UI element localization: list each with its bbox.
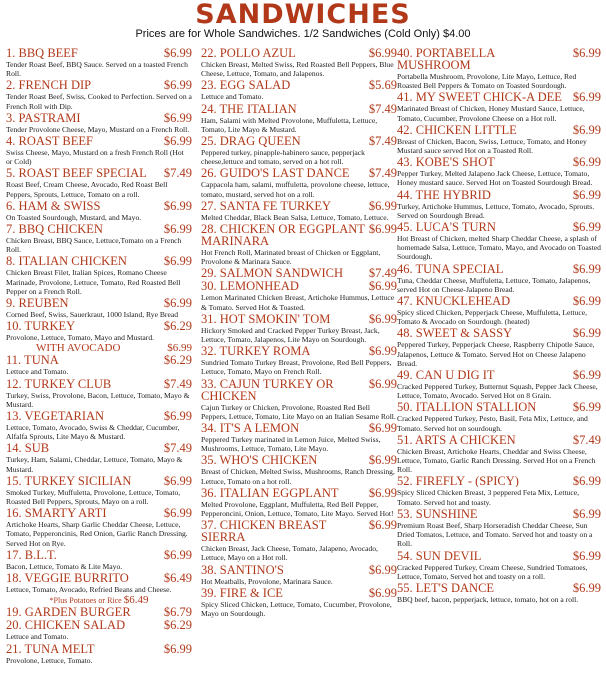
- menu-item-name: 55. LET'S DANCE: [397, 581, 495, 594]
- menu-item-description: Lettuce and Tomato.: [6, 632, 69, 642]
- menu-item-name: 49. CAN U DIG IT: [397, 369, 495, 382]
- menu-item-name: 50. ITALLION STALLION: [397, 401, 537, 414]
- avocado-option-label: WITH AVOCADO: [36, 343, 121, 355]
- menu-item: [6, 354, 192, 376]
- menu-item-price: $6.99: [163, 222, 192, 237]
- menu-item-name: 38. SANTINO'S: [201, 563, 284, 576]
- menu-item-name: 33. CAJUN TURKEY OR CHICKEN: [201, 377, 334, 402]
- menu-item-price: $6.99: [368, 279, 397, 294]
- menu-item-name: 24. THE ITALIAN: [201, 102, 297, 115]
- menu-item-name: 26. GUIDO'S LAST DANCE: [201, 167, 350, 180]
- menu-item: [201, 313, 397, 344]
- menu-item-name: 2. FRENCH DIP: [6, 79, 92, 92]
- menu-item-price: $6.99: [163, 78, 192, 93]
- menu-item: [397, 189, 601, 220]
- menu-item-description: Spicy sliced Chicken, Pepperjack Cheese, Muffuletta, Lettuce, Tomato & Avocado on Sourdough. (heated): [397, 308, 588, 327]
- menu-item-name: 20. CHICKEN SALAD: [6, 619, 126, 632]
- menu-item-header: [201, 280, 397, 292]
- menu-note-text: *Plus Potatoes or Rice: [49, 596, 124, 606]
- menu-item-description: BBQ beef, bacon, pepperjack, lettuce, tomato, hot on a roll.: [397, 594, 579, 604]
- menu-item-description: Turkey, Artichoke Hummus, Lettuce, Tomato, Avocado, Sprouts. Served on Sourdough Bread.: [397, 201, 595, 220]
- menu-item-header: [6, 442, 192, 454]
- menu-column-2: [201, 47, 397, 699]
- menu-item: [6, 112, 192, 134]
- menu-item-header: [397, 156, 601, 168]
- menu-item-price: $6.29: [163, 353, 192, 368]
- menu-item-name: 43. KOBE'S SHOT: [397, 156, 495, 169]
- menu-item: [6, 135, 192, 166]
- menu-item-name: 30. LEMONHEAD: [201, 280, 299, 293]
- menu-item-name: 8. ITALIAN CHICKEN: [6, 255, 127, 268]
- menu-item-price: $6.99: [368, 222, 397, 237]
- menu-item-description: Marinated Breast of Chicken, Honey Mustard Sauce, Lettuce, Tomato, Cucumber, Provolone Cheese on a Hot roll.: [397, 104, 585, 123]
- menu-item: [397, 550, 601, 581]
- menu-item-price: $6.99: [163, 110, 192, 125]
- menu-item-name: 19. GARDEN BURGER: [6, 606, 131, 619]
- menu-item-description: Lettuce, Tomato, Avocado, Refried Beans and Cheese.: [6, 585, 172, 595]
- menu-item-name: 28. CHICKEN OR EGGPLANT MARINARA: [201, 223, 365, 248]
- menu-header: [0, 0, 606, 44]
- menu-item-name: 39. FIRE & ICE: [201, 586, 283, 599]
- menu-item-header: [201, 167, 397, 179]
- menu-item-price: $7.49: [163, 441, 192, 456]
- menu-item: [6, 320, 192, 342]
- menu-item-description: Cracked Peppered Turkey, Pesto, Basil, Feta Mix, Lettuce, and Tomato. Served hot on sourdough.: [397, 414, 588, 433]
- menu-item-description: Pepper Turkey, Melted Jalapeno Jack Cheese, Lettuce, Tomato, Honey mustard sauce. Served Hot on Toasted Sourdough Bread.: [397, 169, 593, 188]
- menu-item-name: 15. TURKEY SICILIAN: [6, 474, 132, 487]
- menu-item: [6, 200, 192, 222]
- menu-item-description: Cracked Peppered Turkey, Cream Cheese, Sundried Tomatoes, Lettuce, Tomato, Served hot and toasty on a roll.: [397, 562, 588, 581]
- menu-item-header: [6, 475, 192, 487]
- menu-item-description: Roast Beef, Cream Cheese, Avocado, Red Roast Bell Peppers, Sprouts, Lettuce, Tomato on a roll.: [6, 180, 168, 199]
- menu-item-header: [201, 200, 397, 212]
- menu-item: [201, 454, 397, 485]
- menu-item: [6, 410, 192, 441]
- menu-item-description: Hickory Smoked and Cracked Pepper Turkey Breast, Jack, Lettuce, Tomato, Jalapenos, Lite Mayo on Sourdough.: [201, 325, 380, 345]
- menu-item-name: 11. TUNA: [6, 354, 59, 367]
- menu-item-name: 48. SWEET & SASSY: [397, 327, 513, 340]
- menu-item-price: $6.99: [163, 506, 192, 521]
- menu-item-header: [201, 103, 397, 115]
- menu-item-name: 18. VEGGIE BURRITO: [6, 572, 129, 585]
- menu-item-header: [397, 189, 601, 201]
- menu-item-name: 53. SUNSHINE: [397, 507, 478, 520]
- menu-item: [397, 91, 601, 122]
- menu-item-price: $6.99: [368, 198, 397, 213]
- menu-item: [201, 378, 397, 421]
- menu-item-name: 23. EGG SALAD: [201, 79, 291, 92]
- menu-item-price: $6.99: [163, 296, 192, 311]
- menu-item-header: [6, 378, 192, 390]
- menu-item-name: 32. TURKEY ROMA: [201, 345, 311, 358]
- menu-item-description: Peppered turkey, pinapple-habinero sauce, pepperjack cheese,lettuce and tomato, served on a hot roll.: [201, 148, 365, 167]
- menu-item-price: $6.99: [163, 198, 192, 213]
- menu-item-header: [201, 313, 397, 325]
- menu-item-name: 7. BBQ CHICKEN: [6, 223, 103, 236]
- menu-item-name: 40. PORTABELLA MUSHROOM: [397, 47, 495, 71]
- menu-item-name: 22. POLLO AZUL: [201, 47, 296, 59]
- menu-item-description: Spicy Sliced Chicken Breast, 3 peppered Feta Mix, Lettuce, Tomato. Served hot and toasty.: [397, 488, 579, 507]
- menu-item-name: 25. DRAG QUEEN: [201, 135, 301, 148]
- menu-item-price: $6.99: [572, 47, 601, 60]
- menu-item-header: [201, 267, 397, 279]
- menu-item-header: [6, 297, 192, 309]
- menu-item-description: On Toasted Sourdough, Mustard, and Mayo.: [6, 212, 142, 222]
- menu-item-price: $6.99: [368, 421, 397, 436]
- menu-item-header: [6, 507, 192, 519]
- menu-item-description: Swiss Cheese, Mayo, Mustard on a fresh French Roll (Hot or Cold): [6, 148, 184, 167]
- menu-item-description: Bacon, Lettuce, Tomato & Lite Mayo.: [6, 561, 123, 571]
- menu-item-price: $6.79: [163, 605, 192, 620]
- menu-item-description: Cracked Peppered Turkey, Butternut Squash, Pepper Jack Cheese, Lettuce, Tomato, Avocado. Served Hot on 8 Grain.: [397, 382, 598, 401]
- menu-item-header: [397, 369, 601, 381]
- menu-item-header: [201, 47, 397, 59]
- menu-item-description: Breast of Chicken, Bacon, Swiss, Lettuce, Tomato, and Honey Mustard sauce served Hot on a Toasted Roll.: [397, 136, 587, 156]
- menu-item-price: $7.49: [163, 166, 192, 181]
- menu-item-name: 16. SMARTY ARTI: [6, 507, 107, 520]
- menu-item-name: 37. CHICKEN BREAST SIERRA: [201, 519, 327, 544]
- menu-item-description: Lettuce and Tomato.: [6, 367, 69, 377]
- menu-item-price: $6.99: [368, 47, 397, 60]
- menu-item: [397, 221, 601, 262]
- menu-item-name: 14. SUB: [6, 442, 50, 455]
- menu-item-description: Chicken Breast, Artichoke Hearts, Cheddar and Swiss Cheese, Lettuce, Tomato, Garlic Ranch Dressing. Served Hot on a French Roll.: [397, 446, 596, 475]
- menu-item-name: 45. LUCA'S TURN: [397, 221, 496, 234]
- menu-item: [397, 434, 601, 475]
- menu-item: [6, 606, 192, 618]
- menu-item-description: Portabella Mushroom, Provolone, Lite Mayo, Lettuce, Red Roasted Bell Peppers & Tomato on Toasted Sourdough.: [397, 72, 577, 91]
- menu-item-header: [201, 422, 397, 434]
- menu-item-description: Chicken Breast, Jack Cheese, Tomato, Jalapeno, Avocado, Lettuce, Mayo on a Hot roll.: [201, 544, 378, 563]
- menu-item-price: $7.49: [368, 266, 397, 281]
- menu-item: [6, 442, 192, 473]
- menu-item-description: Spicy Sliced Chicken, Lettuce, Tomato, Cucumber, Provolone, Mayo on Sourdough.: [201, 599, 392, 619]
- menu-item-name: 35. WHO'S CHICKEN: [201, 454, 318, 467]
- menu-item: [6, 378, 192, 409]
- menu-item-description: Lettuce, Tomato, Avocado, Swiss & Cheddar, Cucumber, Alfalfa Sprouts, Lite Mayo & Mustard.: [6, 423, 180, 442]
- menu-item-header: [201, 587, 397, 599]
- menu-item-price: $6.99: [163, 641, 192, 656]
- menu-item-name: 17. B.L.T.: [6, 548, 57, 561]
- menu-item-header: [201, 564, 397, 576]
- menu-item-name: 42. CHICKEN LITTLE: [397, 123, 517, 136]
- menu-item: [201, 223, 397, 266]
- menu-item-header: [201, 487, 397, 499]
- menu-item: [201, 103, 397, 134]
- menu-item-name: 52. FIREFLY - (SPICY): [397, 475, 519, 488]
- menu-item-header: [397, 327, 601, 339]
- menu-item: [6, 297, 192, 319]
- menu-item: [201, 587, 397, 618]
- menu-item-name: 46. TUNA SPECIAL: [397, 262, 504, 275]
- menu-item-name: 41. MY SWEET CHICK-A DEE: [397, 91, 562, 104]
- menu-item-price: $6.99: [163, 473, 192, 488]
- menu-item-header: [6, 112, 192, 124]
- menu-item-description: Melted Provolone, Eggplant, Muffuletta, Red Bell Pepper, Pepperoncini, Onion, Lettuce, Tomato, Lite Mayo. Served Hot!: [201, 499, 394, 519]
- menu-item-description: Smoked Turkey, Muffuletta, Provolone, Lettuce, Tomato, Roasted Bell Peppers, Sprouts, Mayo on a roll.: [6, 487, 181, 507]
- menu-item-price: $6.99: [368, 453, 397, 468]
- menu-item-name: 51. ARTS A CHICKEN: [397, 433, 516, 446]
- menu-item-description: Tender Roast Beef, Swiss, Cooked to Perfection. Served on a French Roll with Dip.: [6, 92, 192, 111]
- menu-item-header: [6, 572, 192, 584]
- menu-item-header: [397, 221, 601, 233]
- menu-item: [6, 572, 192, 594]
- menu-item-header: [201, 223, 397, 247]
- menu-item-header: [6, 619, 192, 631]
- menu-item-price: $6.99: [368, 344, 397, 359]
- menu-item-price: $7.49: [572, 432, 601, 447]
- menu-item-price: $6.99: [572, 580, 601, 595]
- menu-item: [201, 519, 397, 562]
- menu-item: [6, 223, 192, 254]
- menu-item: [397, 508, 601, 549]
- menu-item: [6, 255, 192, 296]
- menu-item-header: [6, 47, 192, 59]
- menu-item: [6, 507, 192, 548]
- menu-item-header: [397, 550, 601, 562]
- menu-item: [6, 475, 192, 506]
- menu-item-name: 44. THE HYBRID: [397, 188, 491, 201]
- menu-item-description: Breast of Chicken, Melted Swiss, Mushrooms, Ranch Dressing, Lettuce, Tomato on a hot roll.: [201, 467, 395, 486]
- menu-item-description: Provolone, Lettuce, Tomato.: [6, 655, 93, 665]
- menu-item-name: 54. SUN DEVIL: [397, 549, 482, 562]
- menu-item-price: $6.99: [572, 400, 601, 415]
- menu-item-price: $6.99: [368, 376, 397, 391]
- menu-item: [201, 267, 397, 279]
- menu-item-price: $6.99: [167, 342, 192, 355]
- menu-item-name: 29. SALMON SANDWICH: [201, 267, 344, 280]
- menu-item-description: Artichoke Hearts, Sharp Garlic Cheddar Cheese, Lettuce, Tomato, Pepperoncinis, Red Onion, Garlic Ranch Dressing. Served Hot on Rye.: [6, 520, 188, 548]
- menu-item-name: 21. TUNA MELT: [6, 642, 95, 655]
- menu-item: [6, 47, 192, 78]
- menu-item-name: 5. ROAST BEEF SPECIAL: [6, 167, 147, 180]
- menu-item-header: [6, 223, 192, 235]
- menu-item-header: [6, 255, 192, 267]
- menu-item-description: Chicken Breast, Melted Swiss, Red Roasted Bell Peppers, Blue Cheese, Lettuce, Tomato, and Jalapenos.: [201, 60, 394, 79]
- menu-item: [201, 79, 397, 101]
- menu-item-description: Peppered Turkey marinated in Lemon Juice, Melted Swiss, Mushrooms, Lettuce, Tomato, Lite Mayo.: [201, 435, 381, 454]
- menu-item-price: $6.99: [163, 547, 192, 562]
- menu-item-price: $6.99: [572, 368, 601, 383]
- menu-item-description: Lettuce and Tomato.: [201, 92, 264, 102]
- menu-item: [397, 369, 601, 400]
- menu-item-description: Turkey, Ham, Salami, Cheddar, Lettuce, Tomato, Mayo & Mustard.: [6, 455, 183, 474]
- menu-item-name: 13. VEGETARIAN: [6, 410, 105, 423]
- menu-item-price: $6.49: [163, 571, 192, 586]
- menu-item-price: $6.99: [368, 585, 397, 600]
- menu-item: [201, 200, 397, 222]
- menu-item-description: Cajun Turkey or Chicken, Provolone, Roasted Red Bell Peppers, Lettuce, Tomato, Lite Mayo on an Italian Sesame Roll.: [201, 402, 396, 421]
- menu-item-description: Hot French Roll, Marinated breast of Chicken or Eggplant, Provolone & Marinara Sauce.: [201, 248, 381, 267]
- menu-item: [397, 475, 601, 506]
- menu-item-header: [201, 454, 397, 466]
- menu-item: [201, 167, 397, 198]
- menu-item-price: $6.99: [572, 506, 601, 521]
- menu-item-header: [201, 79, 397, 91]
- menu-item-price: $6.99: [572, 474, 601, 489]
- menu-item-header: [6, 606, 192, 618]
- menu-item-header: [397, 124, 601, 136]
- menu-item-price: $6.99: [163, 47, 192, 60]
- menu-item-header: [201, 345, 397, 357]
- menu-item-price: $6.29: [163, 618, 192, 633]
- menu-item-description: Melted Cheddar, Black Bean Salsa, Lettuce, Tomato, Lettuce.: [201, 212, 389, 222]
- menu-item-price: $6.99: [572, 220, 601, 235]
- menu-item-price: $7.49: [368, 166, 397, 181]
- menu-item-price: $5.69: [368, 78, 397, 93]
- menu-item-description: Tender Roast Beef, BBQ Sauce. Served on a toasted French Roll.: [6, 60, 188, 79]
- menu-item-header: [6, 410, 192, 422]
- menu-column-1: [6, 47, 192, 699]
- menu-item-name: 4. ROAST BEEF: [6, 135, 93, 148]
- menu-item-price: $6.99: [572, 548, 601, 563]
- menu-item-name: 6. HAM & SWISS: [6, 199, 101, 212]
- menu-item-price: $6.29: [163, 319, 192, 334]
- menu-item-header: [6, 167, 192, 179]
- menu-item-name: 36. ITALIAN EGGPLANT: [201, 486, 339, 499]
- menu-item-header: [6, 320, 192, 332]
- menu-item: [6, 79, 192, 110]
- menu-item-header: [201, 135, 397, 147]
- menu-item: [397, 47, 601, 90]
- menu-item: [397, 295, 601, 326]
- menu-item: [397, 401, 601, 432]
- menu-item-description: Sundried Tomato Turkey Breast, Provolone, Red Bell Peppers, Lettuce, Tomato, Mayo on French Roll.: [201, 358, 392, 377]
- menu-item-header: [397, 508, 601, 520]
- menu-item-header: [6, 135, 192, 147]
- menu-item-header: [397, 475, 601, 487]
- menu-item-description: Tuna, Cheddar Cheese, Muffuletta, Lettuce, Tomato, Jalapenos, served Hot on Cheese-Jalapeno Bread.: [397, 275, 591, 294]
- menu-item-price: $6.99: [163, 134, 192, 149]
- menu-item: [201, 135, 397, 166]
- menu-item-header: [397, 582, 601, 594]
- menu-item-name: 27. SANTA FE TURKEY: [201, 199, 332, 212]
- page-subtitle: Prices are for Whole Sandwiches. 1/2 Sandwiches (Cold Only) $4.00: [135, 28, 471, 40]
- menu-item: [6, 619, 192, 641]
- menu-item-price: $6.99: [572, 155, 601, 170]
- menu-item-description: Corned Beef, Swiss, Sauerkraut, 1000 Island, Rye Bread: [6, 310, 178, 320]
- menu-item: [397, 124, 601, 155]
- menu-item-price: $6.99: [163, 254, 192, 269]
- menu-item-name: 47. KNUCKLEHEAD: [397, 295, 511, 308]
- menu-item: [397, 156, 601, 187]
- menu-item-header: [6, 200, 192, 212]
- menu-item-description: Chicken Breast, BBQ Sauce, Lettuce,Tomato on a French Roll.: [6, 236, 182, 255]
- menu-item-price: $6.99: [368, 485, 397, 500]
- menu-item-price: $6.99: [572, 294, 601, 309]
- menu-item-description: Chicken Breast Filet, Italian Spices, Romano Cheese Marinade, Provolone, Lettuce, Tomato, Red Roasted Bell Pepper on a French Roll.: [6, 268, 181, 296]
- menu-item-price: $6.99: [572, 261, 601, 276]
- menu-item-description: Premium Roast Beef, Sharp Horseradish Cheddar Cheese, Sun Dried Tomatos, Lettuce, and Tomato. Served hot and toasty on a Roll.: [397, 520, 593, 549]
- menu-item: [397, 263, 601, 294]
- menu-item-header: [6, 354, 192, 366]
- menu-item-header: [6, 79, 192, 91]
- menu-item: [201, 564, 397, 586]
- menu-item-description: Provolone, Lettuce, Tomato, Mayo and Mustard.: [6, 333, 155, 343]
- page-title: SANDWICHES: [195, 0, 411, 30]
- menu-item-name: 12. TURKEY CLUB: [6, 377, 112, 390]
- menu-item-description: Hot Meatballs, Provolone, Marinara Sauce.: [201, 576, 333, 586]
- menu-item-description: Lemon Marinated Chicken Breast, Artichoke Hummus, Lettuce & Tomato. Served Hot & Toasted.: [201, 293, 395, 312]
- menu-item-price: $6.99: [572, 90, 601, 105]
- menu-item-header: [397, 295, 601, 307]
- menu-item-price: $6.99: [572, 122, 601, 137]
- menu-item: [6, 167, 192, 198]
- menu-item: [201, 345, 397, 376]
- menu-item-name: 34. IT'S A LEMON: [201, 422, 300, 435]
- menu-item-name: 9. REUBEN: [6, 297, 69, 310]
- menu-item-price: $7.49: [368, 101, 397, 116]
- menu-item-header: [397, 263, 601, 275]
- menu-item-description: Tender Provolone Cheese, Mayo, Mustard on a French Roll.: [6, 124, 190, 134]
- menu-item-description: Hot Breast of Chicken, melted Sharp Cheddar Cheese, a splash of homemade Salsa, Lettuce, Tomato, Mayo, and Avocado on Toasted Sourdough.: [397, 234, 601, 262]
- menu-note-price: $6.49: [123, 594, 149, 607]
- menu-item-price: $7.49: [163, 376, 192, 391]
- menu-item-description: Peppered Turkey, Pepperjack Cheese, Raspberry Chipotle Sauce, Jalapenos, Lettuce & Tomato. Served Hot on Cheese Jalapeno Bread.: [397, 340, 595, 368]
- menu-item-description: Ham, Salami with Melted Provolone, Muffuletta, Lettuce, Tomato, Lite Mayo & Mustard.: [201, 115, 378, 134]
- menu-item-header: [397, 91, 601, 103]
- menu-item-header: [201, 378, 397, 402]
- menu-item-description: Cappacola ham, salami, muffuletta, provolone cheese, lettuce, tomato, mustard, served hot on a roll.: [201, 180, 390, 199]
- menu-item-header: [6, 549, 192, 561]
- menu-item-header: [397, 47, 601, 71]
- menu-item: [397, 582, 601, 604]
- menu-item: [6, 549, 192, 571]
- menu-item-price: $6.99: [368, 311, 397, 326]
- menu-item: [201, 422, 397, 453]
- menu-item-header: [397, 434, 601, 446]
- menu-item-name: 31. HOT SMOKIN' TOM: [201, 312, 331, 325]
- menu-item-price: $6.99: [368, 518, 397, 533]
- menu-item-price: $7.49: [368, 134, 397, 149]
- menu-item-name: 10. TURKEY: [6, 320, 76, 333]
- menu-item: [201, 47, 397, 78]
- menu-item-price: $6.99: [368, 562, 397, 577]
- menu-item-price: $6.99: [163, 409, 192, 424]
- menu-item: [201, 487, 397, 518]
- menu-item-header: [397, 401, 601, 413]
- menu-item-name: 3. PASTRAMI: [6, 111, 81, 124]
- menu-item-header: [6, 643, 192, 655]
- menu-item-name: 1. BBQ BEEF: [6, 47, 78, 59]
- menu-column-3: [397, 47, 601, 699]
- menu-item: [397, 327, 601, 368]
- menu-item-price: $6.99: [572, 326, 601, 341]
- menu-item: [6, 643, 192, 665]
- menu-item-header: [201, 519, 397, 543]
- menu-item-description: Turkey, Swiss, Provolone, Bacon, Lettuce, Tomato, Mayo & Mustard.: [6, 390, 190, 409]
- menu-item: [201, 280, 397, 311]
- menu-item-price: $6.99: [572, 187, 601, 202]
